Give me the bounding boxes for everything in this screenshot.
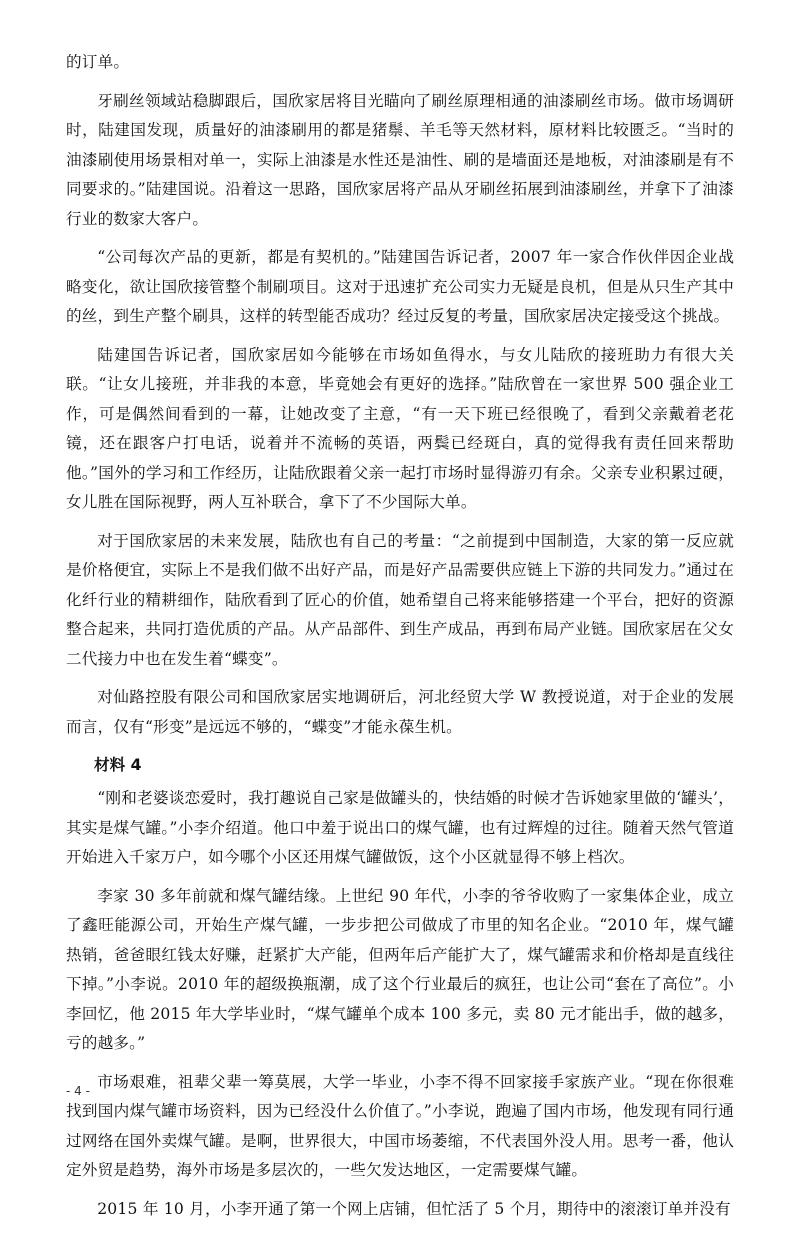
paragraph: “公司每次产品的更新，都是有契机的。”陆建国告诉记者，2007 年一家合作伙伴因企业战略变化，欲让国欣接管整个制刷项目。这对于迅速扩充公司实力无疑是良机，但是从只生产其中的丝，到生产整个刷具，这样的转型能否成功？经过反复的考量，国欣家居决定接受这个挑战。 bbox=[66, 248, 734, 325]
paragraph: 2015 年 10 月，小李开通了第一个网上店铺，但忙活了 5 个月，期待中的滚滚订单并没有 bbox=[97, 1199, 731, 1218]
paragraph: 市场艰难，祖辈父辈一筹莫展，大学一毕业，小李不得不回家接手家族产业。“现在你很难找到国内煤气罐市场资料，因为已经没什么价值了。”小李说，跑遍了国内市场，他发现有同行通过网络在国外卖煤气罐。是啊，世界很大，中国市场萎缩，不代表国外没人用。思考一番，他认定外贸是趋势，海外市场是多层次的，一些欠发达地区，一定需要煤气罐。 bbox=[66, 1072, 734, 1179]
page-number: - 4 - bbox=[66, 1084, 90, 1098]
paragraph: “刚和老婆谈恋爱时，我打趣说自己家是做罐头的，快结婚的时候才告诉她家里做的‘罐头’，其实是煤气罐。”小李介绍道。他口中羞于说出口的煤气罐，也有过辉煌的过往。随着天然气管道开始进入千家万户，如今哪个小区还用煤气罐做饭，这个小区就显得不够上档次。 bbox=[66, 789, 734, 866]
paragraph: 牙刷丝领域站稳脚跟后，国欣家居将目光瞄向了刷丝原理相通的油漆刷丝市场。做市场调研时，陆建国发现，质量好的油漆刷用的都是猪鬃、羊毛等天然材料，原材料比较匮乏。“当时的油漆刷使用场景相对单一，实际上油漆是水性还是油性、刷的是墙面还是地板，对油漆刷是有不同要求的。”陆建国说。沿着这一思路，国欣家居将产品从牙刷丝拓展到油漆刷丝，并拿下了油漆行业的数家大客户。 bbox=[66, 91, 734, 228]
document-body bbox=[66, 48, 734, 1233]
paragraph: 对于国欣家居的未来发展，陆欣也有自己的考量：“之前提到中国制造，大家的第一反应就是价格便宜，实际上不是我们做不出好产品，而是好产品需要供应链上下游的共同发力。”通过在化纤行业的精耕细作，陆欣看到了匠心的价值，她希望自己将来能够搭建一个平台，把好的资源整合起来，共同打造优质的产品。从产品部件、到生产成品，再到布局产业链。国欣家居在父女二代接力中也在发生着“蝶变”。 bbox=[66, 531, 734, 668]
section-heading: 材料 4 bbox=[94, 756, 142, 774]
paragraph: 李家 30 多年前就和煤气罐结缘。上世纪 90 年代，小李的爷爷收购了一家集体企业，成立了鑫旺能源公司，开始生产煤气罐，一步步把公司做成了市里的知名企业。“2010 年，煤气罐热销，爸爸眼红钱太好赚，赶紧扩大产能，但两年后产能扩大了，煤气罐需求和价格却是直线往下掉。”小李说。2010 年的超级换瓶潮，成了这个行业最后的疯狂，也让公司“套在了高位”。小李回忆，他 2015 年大学毕业时，“煤气罐单个成本 100 多元，卖 80 元才能出手，做的越多，亏的越多。” bbox=[66, 886, 734, 1052]
paragraph: 的订单。 bbox=[66, 53, 130, 71]
paragraph: 陆建国告诉记者，国欣家居如今能够在市场如鱼得水，与女儿陆欣的接班助力有很大关联。“让女儿接班，并非我的本意，毕竟她会有更好的选择。”陆欣曾在一家世界 500 强企业工作，可是偶然间看到的一幕，让她改变了主意，“有一天下班已经很晚了，看到父亲戴着老花镜，还在跟客户打电话，说着并不流畅的英语，两鬓已经斑白，真的觉得我有责任回来帮助他。”国外的学习和工作经历，让陆欣跟着父亲一起打市场时显得游刃有余。父亲专业积累过硬，女儿胜在国际视野，两人互补联合，拿下了不少国际大单。 bbox=[66, 345, 734, 511]
paragraph: 对仙路控股有限公司和国欣家居实地调研后，河北经贸大学 W 教授说道，对于企业的发展而言，仅有“形变”是远远不够的，“蝶变”才能永葆生机。 bbox=[66, 688, 734, 736]
